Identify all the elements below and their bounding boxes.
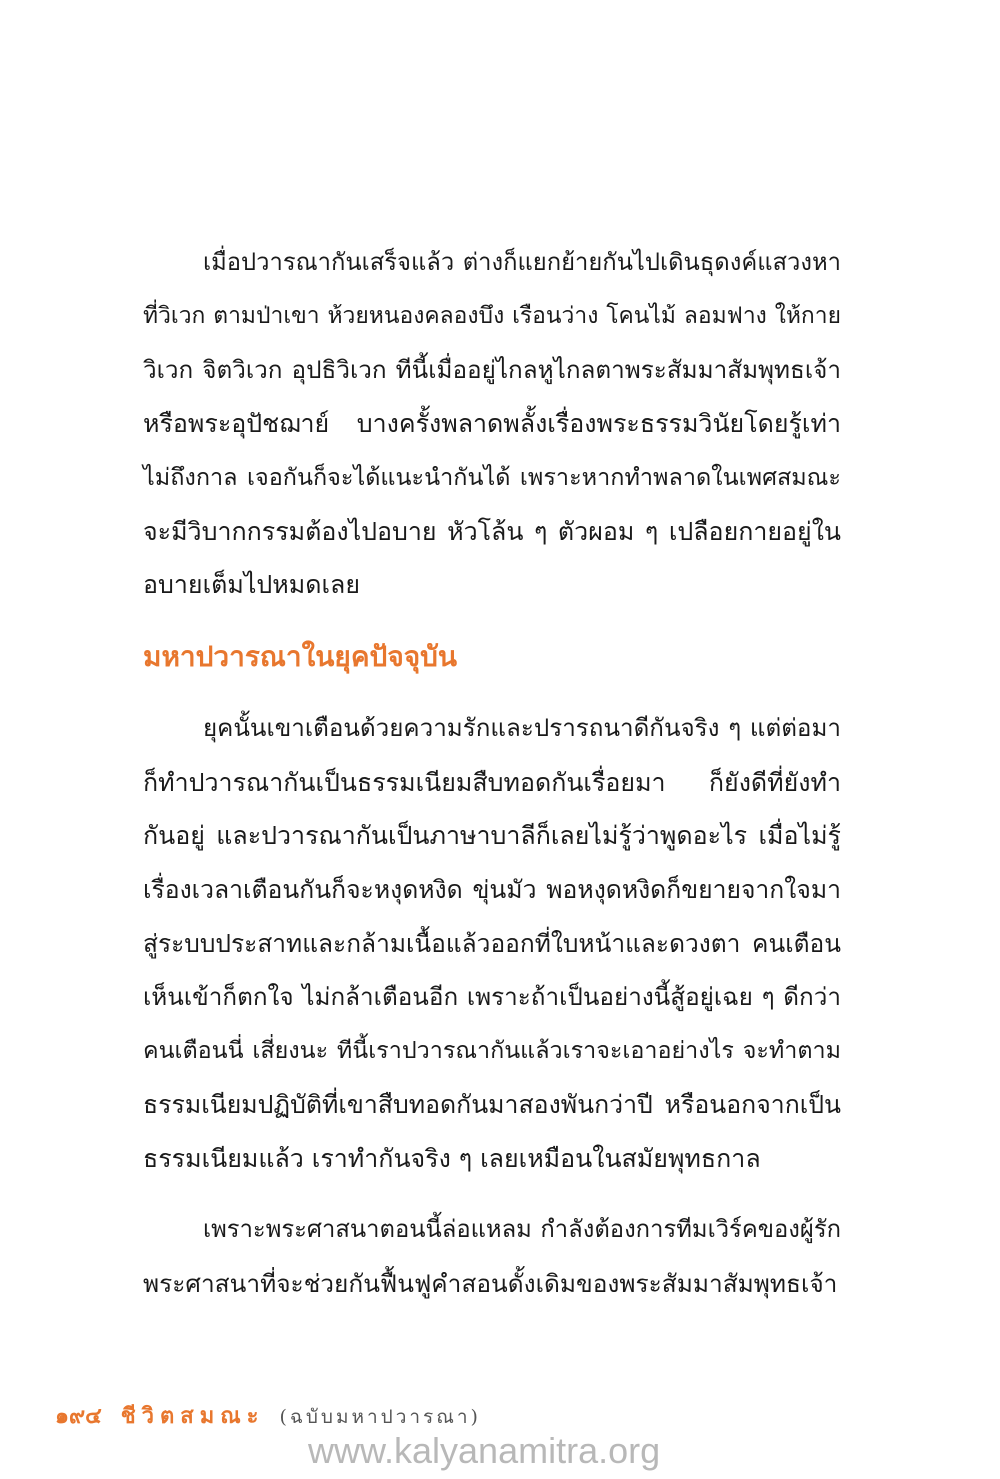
text-line: พระศาสนาที่จะช่วยกันฟื้นฟูคำสอนดั้งเดิมของพระสัมมาสัมพุทธเจ้า [143,1268,838,1298]
text-line: เรื่องเวลาเตือนกันก็จะหงุดหงิด ขุ่นมัว พอหงุดหงิดก็ขยายจากใจมา [143,875,841,905]
text-line: เพราะพระศาสนาตอนนี้ล่อแหลม กำลังต้องการทีมเวิร์คของผู้รัก [203,1215,841,1244]
text-line: เมื่อปวารณากันเสร็จแล้ว ต่างก็แยกย้ายกันไปเดินธุดงค์แสวงหา [203,248,841,276]
paragraph-2 [143,702,841,1185]
text-line: ยุคนั้นเขาเตือนด้วยความรักและปรารถนาดีกันจริง ๆ แต่ต่อมา [203,713,841,742]
text-line: เห็นเข้าก็ตกใจ ไม่กล้าเตือนอีก เพราะถ้าเป็นอย่างนี้สู้อยู่เฉย ๆ ดีกว่า [143,982,841,1012]
text-line: จะมีวิบากกรรมต้องไปอบาย หัวโล้น ๆ ตัวผอม ๆ เปลือยกายอยู่ใน [143,516,841,546]
paragraph-1 [143,236,841,612]
text-line: คนเตือนนี่ เสี่ยงนะ ทีนี้เราปวารณากันแล้วเราจะเอาอย่างไร จะทำตาม [143,1036,841,1065]
text-line: หรือพระอุปัชฌาย์ บางครั้งพลาดพลั้งเรื่องพระธรรมวินัยโดยรู้เท่า [143,409,841,439]
text-line: ธรรมเนียมแล้ว เราทำกันจริง ๆ เลยเหมือนในสมัยพุทธกาล [143,1143,761,1173]
page-number: ๑๙๔ [55,1404,102,1429]
book-edition: (ฉบับมหาปวารณา) [279,1406,481,1428]
section-heading: มหาปวารณาในยุคปัจจุบัน [143,639,458,673]
page-content [143,236,841,1311]
text-line: สู่ระบบประสาทและกล้ามเนื้อแล้วออกที่ใบหน้าและดวงตา คนเตือน [143,928,841,958]
book-title: ชีวิตสมณะ [120,1404,265,1429]
text-line: วิเวก จิตวิเวก อุปธิวิเวก ทีนี้เมื่ออยู่ไกลหูไกลตาพระสัมมาสัมพุทธเจ้า [143,355,841,385]
text-line: กันอยู่ และปวารณากันเป็นภาษาบาลีก็เลยไม่รู้ว่าพูดอะไร เมื่อไม่รู้ [143,821,841,851]
text-line: ธรรมเนียมปฏิบัติที่เขาสืบทอดกันมาสองพันกว่าปี หรือนอกจากเป็น [143,1089,841,1119]
watermark-url: www.kalyanamitra.org [308,1430,661,1471]
page-footer [55,1402,481,1432]
text-line: อบายเต็มไปหมดเลย [143,570,360,600]
text-line: ไม่ถึงกาล เจอกันก็จะได้แนะนำกันได้ เพราะหากทำพลาดในเพศสมณะ [143,462,841,491]
text-line: ก็ทำปวารณากันเป็นธรรมเนียมสืบทอดกันเรื่อยมา ก็ยังดีที่ยังทำ [143,767,841,797]
paragraph-3 [143,1203,841,1310]
text-line: ที่วิเวก ตามป่าเขา ห้วยหนองคลองบึง เรือนว่าง โคนไม้ ลอมฟาง ให้กาย [143,302,841,329]
